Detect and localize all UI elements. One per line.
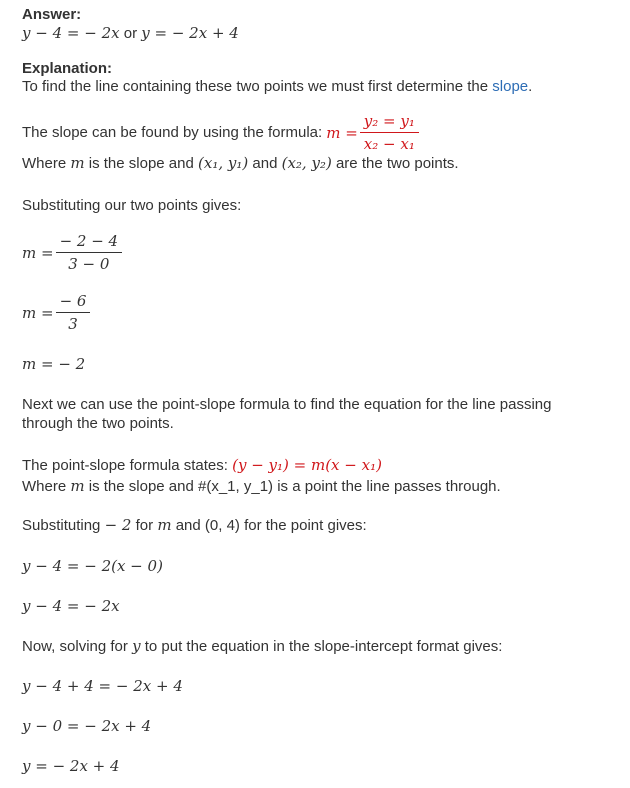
step1-lhs: m = xyxy=(22,243,54,262)
intro-before: To find the line containing these two points we must first determine the xyxy=(22,78,489,95)
intro-text xyxy=(22,78,532,95)
next-line-1: Next we can use the point-slope formula to find the equation for the line passing xyxy=(22,396,552,413)
where1-c: and xyxy=(252,155,278,172)
solve-y: y xyxy=(132,637,141,655)
substitute-text: Substituting our two points gives: xyxy=(22,197,242,214)
where1-m: m xyxy=(70,154,85,172)
where2-a: Where xyxy=(22,478,67,495)
slope-formula-text: The slope can be found by using the formula: xyxy=(22,124,323,141)
equation-d: y − 0 = − 2x + 4 xyxy=(22,717,152,735)
equation-e: y = − 2x + 4 xyxy=(22,757,120,775)
where1-a: Where xyxy=(22,155,67,172)
point-slope-text: The point-slope formula states: xyxy=(22,457,228,474)
where1-point1: (x₁, y₁) xyxy=(198,154,249,172)
answer-line xyxy=(22,24,239,42)
solve-line xyxy=(22,637,502,655)
where1-b: is the slope and xyxy=(88,155,194,172)
equation-b: y − 4 = − 2x xyxy=(22,597,120,615)
step-2 xyxy=(22,292,92,333)
step-3: m = − 2 xyxy=(22,355,86,373)
where2-m: m xyxy=(70,477,85,495)
slope-formula-line xyxy=(22,112,421,153)
step1-numerator: − 2 − 4 xyxy=(59,232,119,250)
answer-or: or xyxy=(123,25,138,42)
subst2-value: − 2 xyxy=(104,516,132,534)
slope-link[interactable]: slope xyxy=(492,78,529,95)
intro-after: . xyxy=(528,78,533,95)
next-line-2: through the two points. xyxy=(22,415,174,432)
step-1 xyxy=(22,232,124,273)
answer-equation-2: y = − 2x + 4 xyxy=(141,24,239,42)
step2-fraction xyxy=(56,292,91,333)
step2-lhs: m = xyxy=(22,303,54,322)
answer-heading: Answer: xyxy=(22,6,82,23)
solve-a: Now, solving for xyxy=(22,638,128,655)
equation-c: y − 4 + 4 = − 2x + 4 xyxy=(22,677,183,695)
subst2-b: for xyxy=(135,517,154,534)
step1-denominator: 3 − 0 xyxy=(68,255,110,273)
solve-b: to put the equation in the slope-intercept format gives: xyxy=(144,638,503,655)
where-line-1 xyxy=(22,154,459,172)
where1-point2: (x₂, y₂) xyxy=(281,154,332,172)
where1-d: are the two points. xyxy=(335,155,459,172)
slope-formula-lhs: m = xyxy=(326,123,358,142)
subst2-a: Substituting xyxy=(22,517,101,534)
slope-formula-denominator: x₂ − x₁ xyxy=(363,135,415,153)
subst2-c: and (0, 4) for the point gives: xyxy=(175,517,367,534)
explanation-heading: Explanation: xyxy=(22,60,113,77)
slope-formula-fraction xyxy=(360,112,419,153)
where2-b: is the slope and #(x_1, y_1) is a point the line passes through. xyxy=(88,478,501,495)
where-line-2 xyxy=(22,477,501,495)
substitute-line-2 xyxy=(22,516,367,534)
point-slope-formula: (y − y₁) = m(x − x₁) xyxy=(232,456,382,474)
step2-numerator: − 6 xyxy=(59,292,87,310)
point-slope-line xyxy=(22,456,382,474)
step1-fraction xyxy=(56,232,123,273)
step2-denominator: 3 xyxy=(68,315,78,333)
equation-a: y − 4 = − 2(x − 0) xyxy=(22,557,163,575)
slope-formula-numerator: y₂ = y₁ xyxy=(363,112,415,130)
answer-equation-1: y − 4 = − 2x xyxy=(22,24,120,42)
subst2-m: m xyxy=(157,516,172,534)
